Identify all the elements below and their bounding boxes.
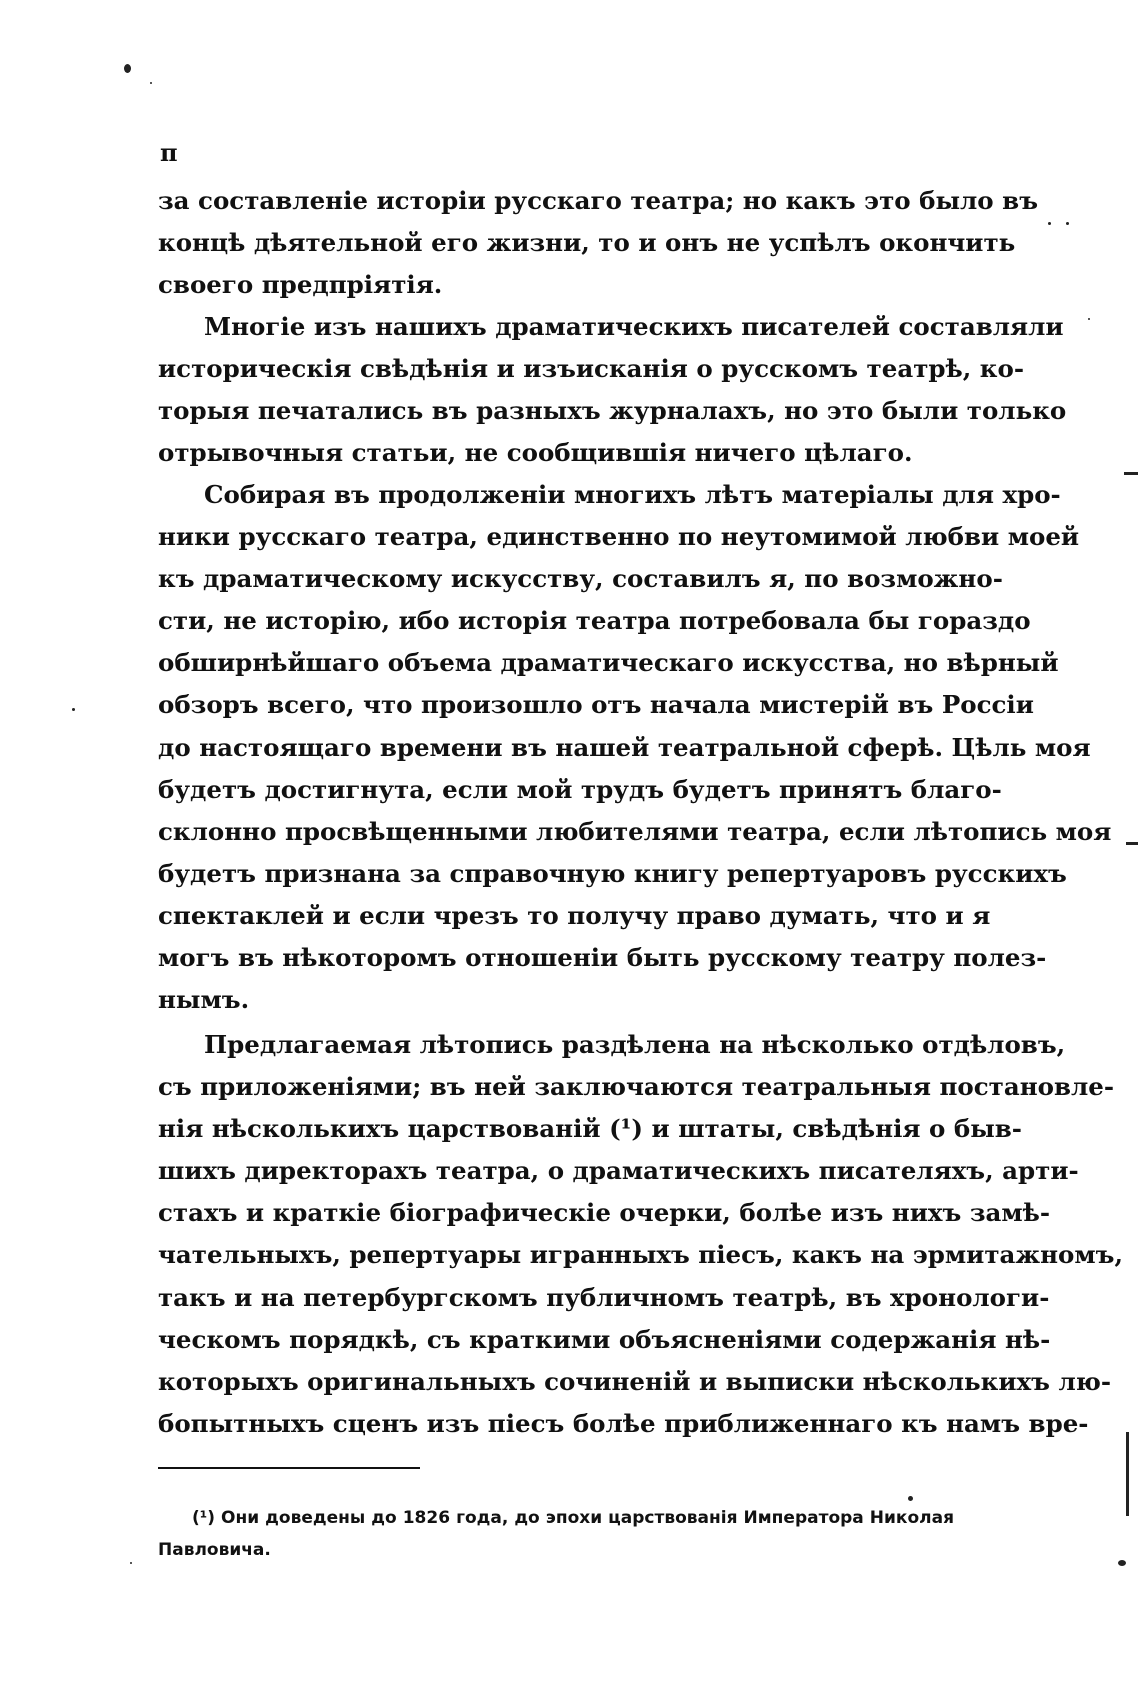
text-line: своего предпріятія.	[158, 270, 443, 300]
text-line: ческомъ порядкѣ, съ краткими объясненіями содержанія нѣ-	[158, 1324, 1051, 1354]
text-line: съ приложеніями; въ ней заключаются театральныя постановле-	[158, 1072, 1115, 1102]
text-line: будетъ достигнута, если мой трудъ будетъ принятъ благо-	[158, 774, 1002, 804]
scan-speck	[908, 1496, 913, 1501]
text-line: спектаклей и если чрезъ то получу право думать, что и я	[158, 900, 991, 930]
text-line: Предлагаемая лѣтопись раздѣлена на нѣсколько отдѣловъ,	[204, 1030, 1066, 1059]
text-line: Многіе изъ нашихъ драматическихъ писателей составляли	[204, 312, 1064, 341]
scan-speck	[124, 64, 131, 73]
text-line: отрывочныя статьи, не сообщившія ничего цѣлаго.	[158, 438, 913, 468]
scan-speck	[1066, 222, 1069, 225]
text-line: чательныхъ, репертуары игранныхъ піесъ, какъ на эрмитажномъ,	[158, 1240, 1123, 1270]
text-line: историческія свѣдѣнія и изъисканія о русскомъ театрѣ, ко-	[158, 354, 1025, 384]
text-line: къ драматическому искусству, составилъ я, по возможно-	[158, 564, 1003, 594]
paragraph-3	[158, 474, 1112, 1021]
text-line: за составленіе исторіи русскаго театра; но какъ это было въ	[158, 186, 1038, 215]
text-line: могъ въ нѣкоторомъ отношеніи быть русскому театру полез-	[158, 943, 1047, 973]
footnote-divider	[158, 1467, 420, 1469]
margin-mark	[1126, 842, 1138, 845]
paragraph-4	[158, 1024, 1123, 1445]
paragraph-1	[158, 180, 1038, 306]
scan-speck	[1088, 318, 1090, 320]
text-line: которыхъ оригинальныхъ сочиненій и выписки нѣсколькихъ лю-	[158, 1366, 1112, 1396]
text-line: концѣ дѣятельной его жизни, то и онъ не успѣлъ окончить	[158, 228, 1016, 258]
scan-speck	[1048, 222, 1051, 225]
text-line: сти, не исторію, ибо исторія театра потребовала бы гораздо	[158, 606, 1031, 636]
scan-speck	[72, 708, 75, 711]
scan-speck	[130, 1562, 132, 1564]
scan-speck	[1118, 1560, 1126, 1566]
text-line: торыя печатались въ разныхъ журналахъ, но это были только	[158, 396, 1067, 426]
text-line: нымъ.	[158, 985, 250, 1015]
text-line: обширнѣйшаго объема драматическаго искусства, но вѣрный	[158, 648, 1059, 678]
text-line: до настоящаго времени въ нашей театральной сферѣ. Цѣль моя	[158, 732, 1091, 762]
text-line: шихъ директорахъ театра, о драматическихъ писателяхъ, арти-	[158, 1156, 1079, 1186]
scan-speck	[150, 82, 152, 84]
footnote	[158, 1502, 954, 1566]
text-line: будетъ признана за справочную книгу репертуаровъ русскихъ	[158, 858, 1067, 888]
text-line: Собирая въ продолженіи многихъ лѣтъ матеріалы для хро-	[204, 480, 1061, 509]
text-line: такъ и на петербургскомъ публичномъ театрѣ, въ хронологи-	[158, 1282, 1050, 1312]
text-line: обзоръ всего, что произошло отъ начала мистерій въ Россіи	[158, 690, 1034, 720]
text-line: бопытныхъ сценъ изъ піесъ болѣе приближеннаго къ намъ вре-	[158, 1408, 1089, 1438]
text-line: нія нѣсколькихъ царствованій (¹) и штаты, свѣдѣнія о быв-	[158, 1114, 1022, 1144]
footnote-line: Павловича.	[158, 1540, 271, 1560]
text-line: стахъ и краткіе біографическіе очерки, болѣе изъ нихъ замѣ-	[158, 1198, 1051, 1228]
text-line: склонно просвѣщенными любителями театра, если лѣтопись моя	[158, 816, 1112, 846]
text-line: ники русскаго театра, единственно по неутомимой любви моей	[158, 522, 1080, 552]
margin-mark	[1124, 472, 1138, 475]
paragraph-2	[158, 306, 1067, 474]
footnote-line: (¹) Они доведены до 1826 года, до эпохи царствованія Императора Николая	[192, 1508, 954, 1528]
page-number: п	[160, 138, 178, 167]
margin-mark	[1126, 1432, 1129, 1516]
